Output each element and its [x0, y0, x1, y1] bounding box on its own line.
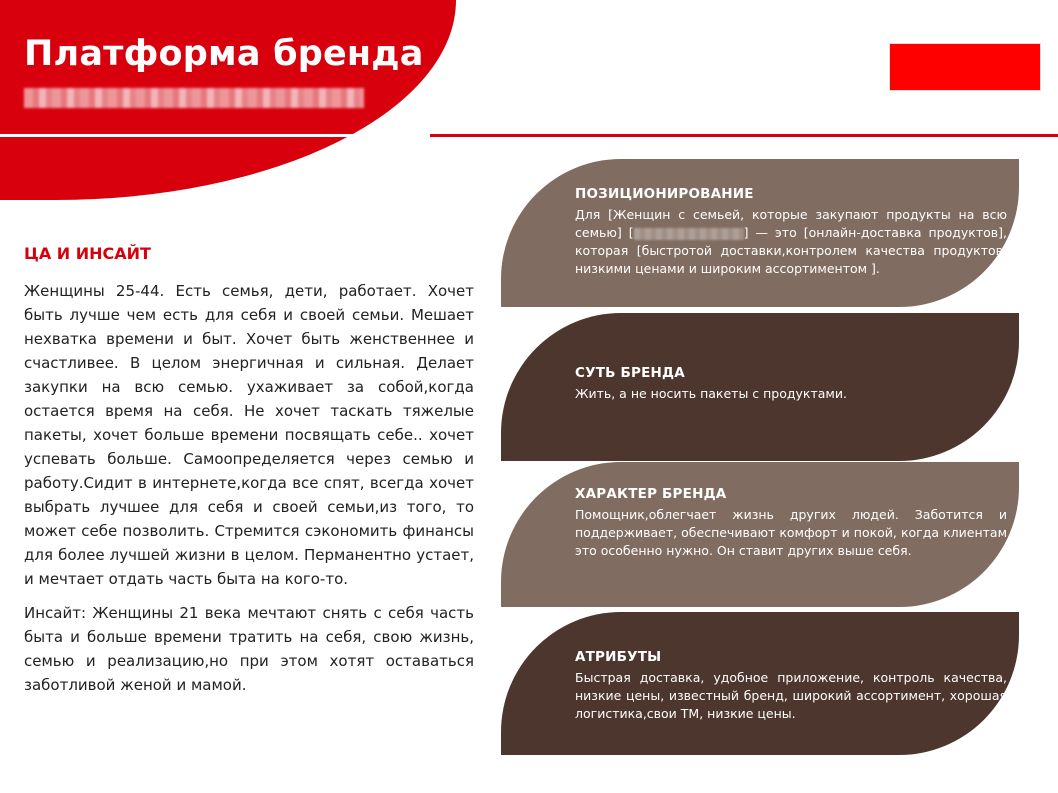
card-title: ХАРАКТЕР БРЕНДА [575, 486, 727, 502]
logo-placeholder [889, 43, 1041, 91]
card-attributes [501, 612, 1019, 755]
card-title: ПОЗИЦИОНИРОВАНИЕ [575, 186, 754, 202]
section-heading: ЦА И ИНСАЙТ [24, 244, 151, 263]
header-divider-gap [0, 134, 430, 137]
redacted-subtitle [24, 88, 364, 108]
page-title: Платформа бренда [24, 34, 424, 74]
card-title: СУТЬ БРЕНДА [575, 365, 685, 381]
card-brand-essence [501, 313, 1019, 461]
card-positioning [501, 159, 1019, 307]
insight-paragraph: Инсайт: Женщины 21 века мечтают снять с себя часть быта и больше времени тратить на себя, свою жизнь, семью и реализацию,но при этом хотят оставаться заботливой женой и мамой. [24, 604, 474, 694]
redacted-brand-name [634, 228, 744, 240]
audience-paragraph: Женщины 25-44. Есть семья, дети, работает. Хочет быть лучше чем есть для себя и своей семьи. Мешает нехватка времени и быт. Хочет быть женственнее и счастливее. В целом энергичная и сильная. Делает закупки на всю семью. ухаживает за собой,когда остается время на себя. Не хочет таскать тяжелые пакеты, хочет больше времени посвящать себе.. хочет успевать больше. Самоопределяется через семью и работу.Сидит в интернете,когда все спят, всегда хочет выбрать лучшее для себя и своей семьи,из того, то может себе позволить. Стремится сэкономить финансы для более лучшей жизни в целом. Перманентно устает, и мечтает отдать часть быта на кого-то. [24, 282, 474, 588]
card-text: Для [Женщин с семьей, которые закупают продукты на всю семью] [ ] — это [онлайн-доставка продуктов], которая [быстротой доставки,контролем качества продуктов, низкими ценами и широким ассортиментом ]. [575, 207, 1007, 276]
card-text: Помощник,облегчает жизнь других людей. Заботится и поддерживает, обеспечивают комфорт и покой, когда клиентам это особенно нужно. Он ставит других выше себя. [575, 507, 1007, 558]
card-brand-character [501, 462, 1019, 607]
audience-insight-section [24, 244, 474, 707]
card-text: Быстрая доставка, удобное приложение, контроль качества, низкие цены, известный бренд, широкий ассортимент, хорошая логистика,свои ТМ, низкие цены. [575, 670, 1007, 721]
card-text: Жить, а не носить пакеты с продуктами. [575, 386, 847, 401]
card-title: АТРИБУТЫ [575, 649, 662, 665]
